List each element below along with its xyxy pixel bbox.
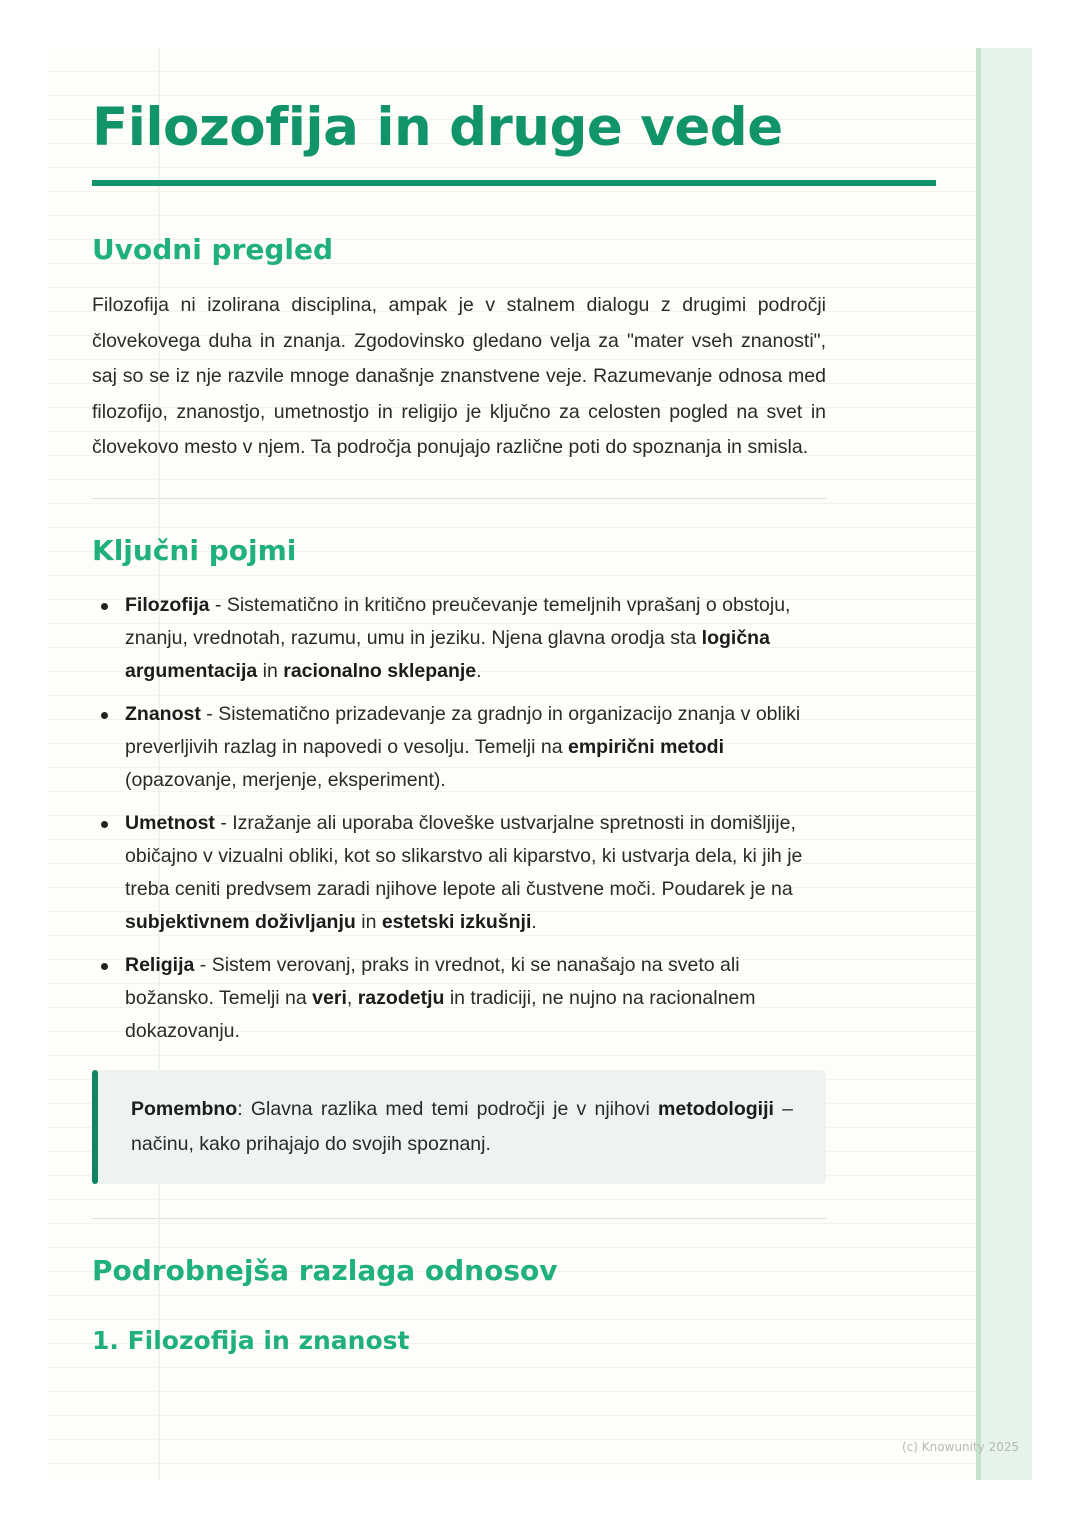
page-title: Filozofija in druge vede: [92, 97, 783, 158]
intro-paragraph: Filozofija ni izolirana disciplina, ampak je v stalnem dialogu z drugimi področji človekovega duha in znanja. Zgodovinsko gledano velja za "mater vseh znanosti", saj so se iz nje razvile mnoge današnje znanstvene veje. Razumevanje odnosa med filozofijo, znanostjo, umetnostjo in religijo je ključno za celosten pogled na svet in človekovo mesto v njem. Ta področja ponujajo različne poti do spoznanja in smisla.: [92, 294, 826, 458]
important-callout: [92, 1070, 826, 1184]
list-item: Znanost - Sistematično prizadevanje za gradnjo in organizacijo znanja v obliki preverljivih razlag in napovedi o vesolju. Temelji na empirični metodi (opazovanje, merjenje, eksperiment).: [92, 698, 826, 797]
term-name: Religija: [125, 953, 195, 976]
list-item: Umetnost - Izražanje ali uporaba človeške ustvarjalne spretnosti in domišljije, običajno v vizualni obliki, kot so slikarstvo ali kiparstvo, ki ustvarja dela, ki jih je treba ceniti predvsem zaradi njihove lepote ali čustvene moči. Poudarek je na subjektivnem doživljanju in estetski izkušnji.: [92, 807, 826, 939]
copyright-footer: (c) Knowunity 2025: [902, 1440, 1020, 1454]
callout-emphasis: metodologiji: [658, 1097, 774, 1120]
term-emphasis: racionalno sklepanje: [283, 659, 477, 682]
section-divider: [92, 1218, 826, 1219]
bullet-icon: [101, 603, 108, 610]
term-emphasis: logična argumentacija: [125, 626, 770, 682]
document-content: [92, 90, 936, 1359]
term-emphasis: estetski izkušnji: [381, 910, 532, 933]
term-text: Sistematično prizadevanje za gradnjo in organizacijo znanja v obliki preverljivih razlag in napovedi o vesolju. Temelji na: [125, 702, 801, 758]
callout-accent-bar: [92, 1070, 98, 1184]
list-item: Religija - Sistem verovanj, praks in vrednot, ki se nanašajo na sveto ali božansko. Temelji na veri, razodetju in tradiciji, ne nujno na racionalnem dokazovanju.: [92, 949, 826, 1048]
term-text: Sistematično in kritično preučevanje temeljnih vprašanj o obstoju, znanju, vrednotah, razumu, umu in jeziku. Njena glavna orodja sta: [125, 593, 791, 649]
side-strip-line: [976, 48, 981, 1480]
term-name: Znanost: [125, 702, 201, 725]
term-name: Umetnost: [125, 811, 215, 834]
term-emphasis: subjektivnem doživljanju: [125, 910, 356, 933]
key-terms-list: [92, 589, 826, 1048]
term-text: Sistem verovanj, praks in vrednot, ki se nanašajo na sveto ali božansko. Temelji na: [125, 953, 740, 1009]
title-underline: [92, 180, 936, 186]
bullet-icon: [101, 712, 108, 719]
side-strip: [976, 48, 1032, 1480]
callout-text: Pomembno: Glavna razlika med temi področji je v njihovi metodologiji – načinu, kako prihajajo do svojih spoznanj.: [131, 1097, 793, 1155]
bullet-icon: [101, 963, 108, 970]
term-emphasis: empirični metodi: [567, 735, 724, 758]
callout-label: Pomembno: [131, 1097, 238, 1120]
term-emphasis: razodetju: [357, 986, 445, 1009]
term-text: Izražanje ali uporaba človeške ustvarjalne spretnosti in domišljije, običajno v vizualni obliki, kot so slikarstvo ali kiparstvo, ki ustvarja dela, ki jih je treba ceniti predvsem zaradi njihove lepote ali čustvene moči. Poudarek je na: [125, 811, 803, 900]
bullet-icon: [101, 821, 108, 828]
section-heading-intro: Uvodni pregled: [92, 233, 334, 266]
subsection-heading: 1. Filozofija in znanost: [92, 1325, 410, 1355]
section-heading-key-terms: Ključni pojmi: [92, 533, 297, 567]
term-name: Filozofija: [125, 593, 210, 616]
section-heading-details: Podrobnejša razlaga odnosov: [92, 1253, 558, 1287]
list-item: Filozofija - Sistematično in kritično preučevanje temeljnih vprašanj o obstoju, znanju, vrednotah, razumu, umu in jeziku. Njena glavna orodja sta logična argumentacija in racionalno sklepanje.: [92, 589, 826, 688]
section-divider: [92, 498, 826, 499]
term-emphasis: veri: [312, 986, 347, 1009]
